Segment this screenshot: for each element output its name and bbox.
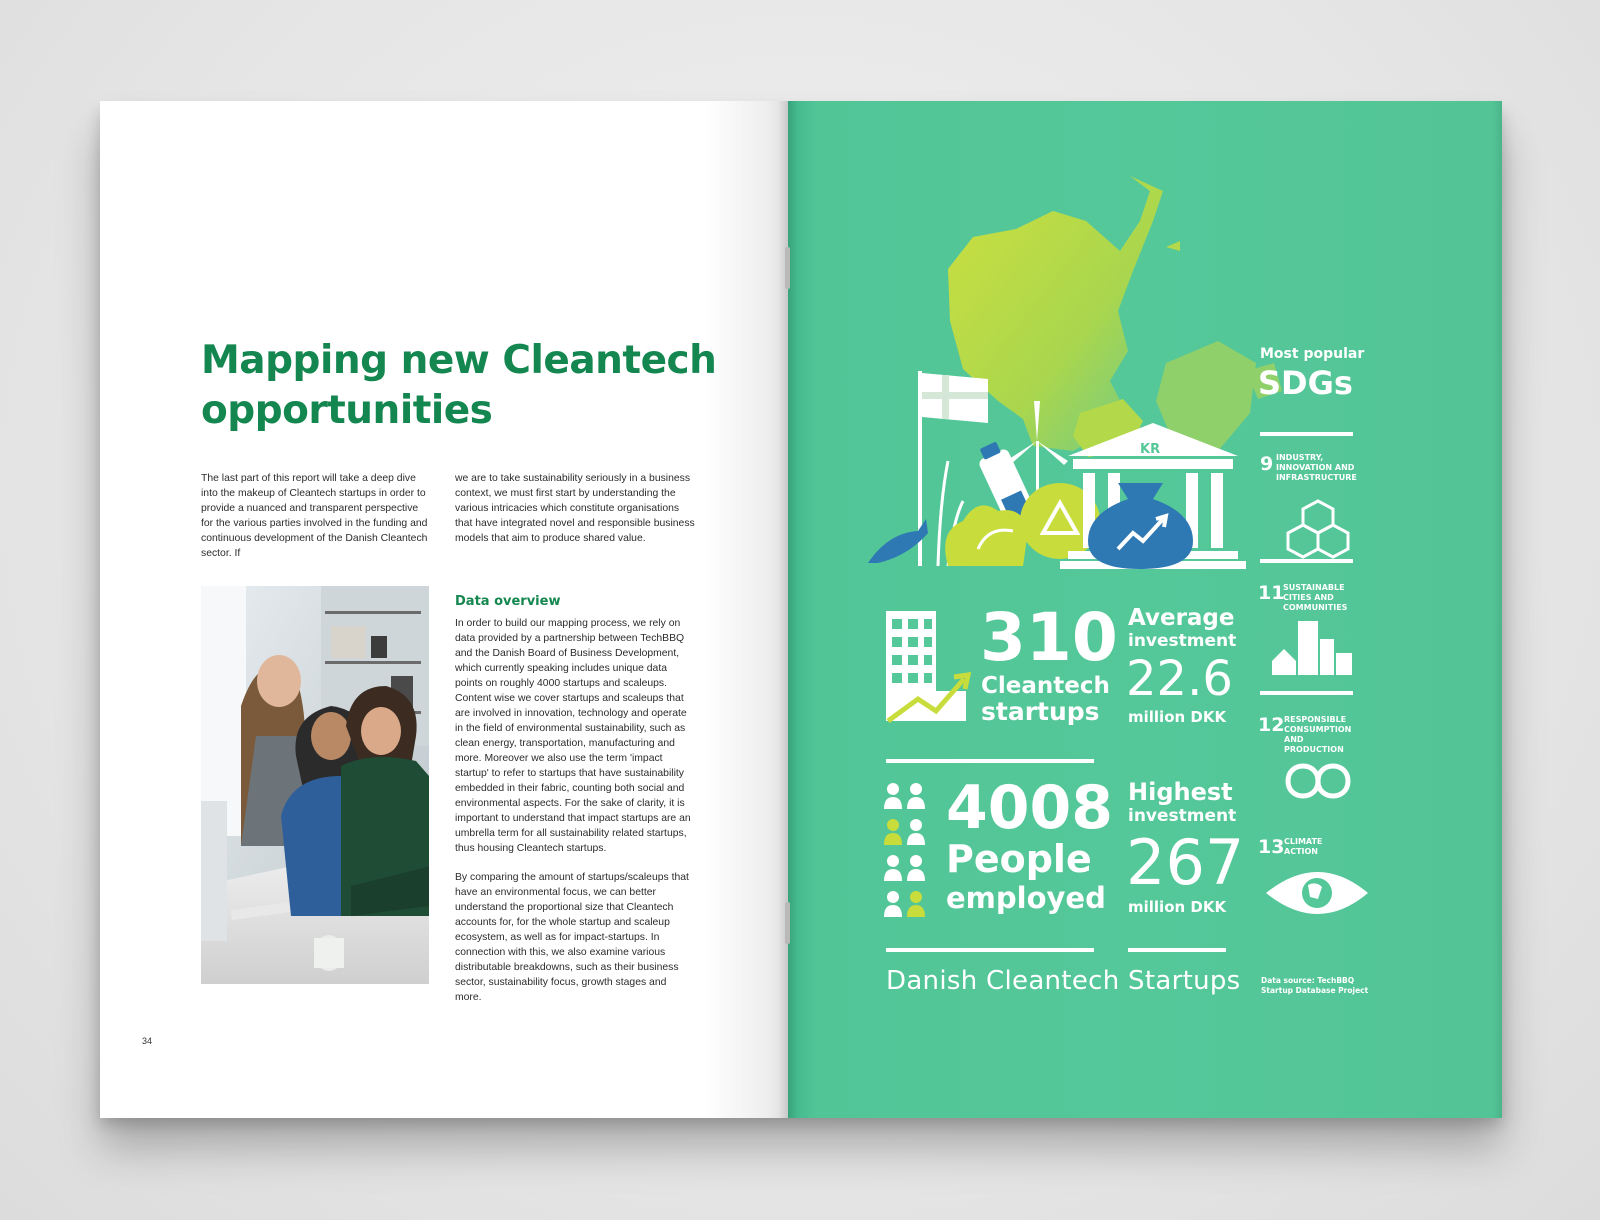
sdg-11-label: SUSTAINABLE CITIES AND COMMUNITIES xyxy=(1283,583,1348,612)
intro-paragraph-1: The last part of this report will take a deep dive into the makeup of Cleantech startups in order to provide a nuanced and transparent perspective for the various parties involved in the funding and continuous development of the Danish Cleantech sector. If xyxy=(201,473,428,559)
page-title: Mapping new Cleantech opportunities xyxy=(201,338,717,433)
avg-label-2: investment xyxy=(1128,631,1237,651)
flag-cross-horizontal xyxy=(922,392,988,399)
page-number: 34 xyxy=(142,1036,153,1046)
sdg-9-number: 9 xyxy=(1260,453,1274,475)
left-page xyxy=(100,101,788,1118)
team-photo-illustration xyxy=(201,586,429,984)
people-label-2: employed xyxy=(946,881,1106,915)
sdg-9-label: INDUSTRY, INNOVATION AND INFRASTRUCTURE xyxy=(1276,453,1357,482)
high-label-2: investment xyxy=(1128,806,1237,826)
stats-rule-bottom-right xyxy=(1128,948,1226,952)
infographic-footer-title: Danish Cleantech Startups xyxy=(886,966,1241,996)
high-value: 267 xyxy=(1126,826,1245,899)
avg-unit: million DKK xyxy=(1128,708,1227,726)
sdg-11-number: 11 xyxy=(1258,582,1285,604)
bank-label: KR xyxy=(1140,442,1161,457)
sdg9-cubes-icon xyxy=(1288,501,1348,557)
team-photo xyxy=(201,586,429,984)
stats-rule-bottom xyxy=(886,948,1094,952)
sdg-12-label: RESPONSIBLE CONSUMPTION AND PRODUCTION xyxy=(1284,715,1352,754)
sdg-rule-2 xyxy=(1260,691,1353,695)
stats-rule-top xyxy=(886,759,1094,763)
startups-label-2: startups xyxy=(981,697,1100,726)
data-source-line-2: Startup Database Project xyxy=(1261,986,1369,995)
startups-label-1: Cleantech xyxy=(981,673,1110,699)
people-icon-grid xyxy=(884,783,925,917)
island-shape xyxy=(1166,241,1180,251)
sdg-13-label: CLIMATE ACTION xyxy=(1284,837,1323,856)
data-source-note xyxy=(1261,976,1368,996)
startups-number: 310 xyxy=(980,599,1118,676)
people-number: 4008 xyxy=(946,773,1113,843)
sdg-rule-top xyxy=(1260,432,1353,436)
data-source-line-1: Data source: TechBBQ xyxy=(1261,976,1355,985)
high-unit: million DKK xyxy=(1128,898,1227,916)
avg-label-1: Average xyxy=(1128,605,1235,631)
staple-top xyxy=(785,247,790,289)
sdg-heading-large: SDGs xyxy=(1258,364,1353,402)
intro-column-1 xyxy=(201,471,433,575)
sdg-heading-small: Most popular xyxy=(1260,346,1365,362)
sdg-rule-1 xyxy=(1260,559,1353,563)
office-building-icon xyxy=(886,611,968,721)
high-label-1: Highest xyxy=(1128,778,1233,806)
people-label-1: People xyxy=(946,837,1092,881)
body-paragraph-1: In order to build our mapping process, we rely on data provided by a partnership between TechBBQ and the Danish Board of Business Development, which currently speaking includes unique data points on roughly 4000 startups and scaleups. Content wise we cover startups and scaleups that are involved in innovation, technology and operate in the field of environmental sustainability, such as clean energy, transportation, manufacturing and more. Moreover we also use the term 'impact startup' to refer to startups that have sustainability embedded in their fabric, counting both social and environmental aspects. For the sake of clarity, it is important to understand that impact startups are an umbrella term for all sustainability related startups, thus housing Cleantech startups. xyxy=(455,618,691,854)
staple-bottom xyxy=(785,902,790,944)
avg-value: 22.6 xyxy=(1126,651,1233,707)
sdg-13-number: 13 xyxy=(1258,836,1285,858)
body-column xyxy=(455,616,695,1019)
sdg13-eye-globe-icon xyxy=(1266,872,1368,914)
sdg-12-number: 12 xyxy=(1258,714,1285,736)
intro-column-2 xyxy=(455,471,695,560)
sdg11-city-icon xyxy=(1272,621,1352,675)
sdg12-infinity-icon xyxy=(1288,766,1348,796)
section-heading-data-overview: Data overview xyxy=(455,594,561,609)
body-paragraph-2: By comparing the amount of startups/scaleups that have an environmental focus, we can better understand the proportional size that Cleantech accounts for, for the whole startup and scaleup ecosystem, as well as for impact-startups. In connection with this, we also examine various distributable breakdowns, such as their business sector, sustainability focus, growth stages and more. xyxy=(455,872,689,1003)
money-bag-icon xyxy=(1088,483,1193,569)
intro-paragraph-2: we are to take sustainability seriously in a business context, we must first start by understanding the various intricacies which constitute organisations that have integrated novel and responsible business models that aim to produce shared value. xyxy=(455,473,695,544)
right-page xyxy=(788,101,1502,1118)
